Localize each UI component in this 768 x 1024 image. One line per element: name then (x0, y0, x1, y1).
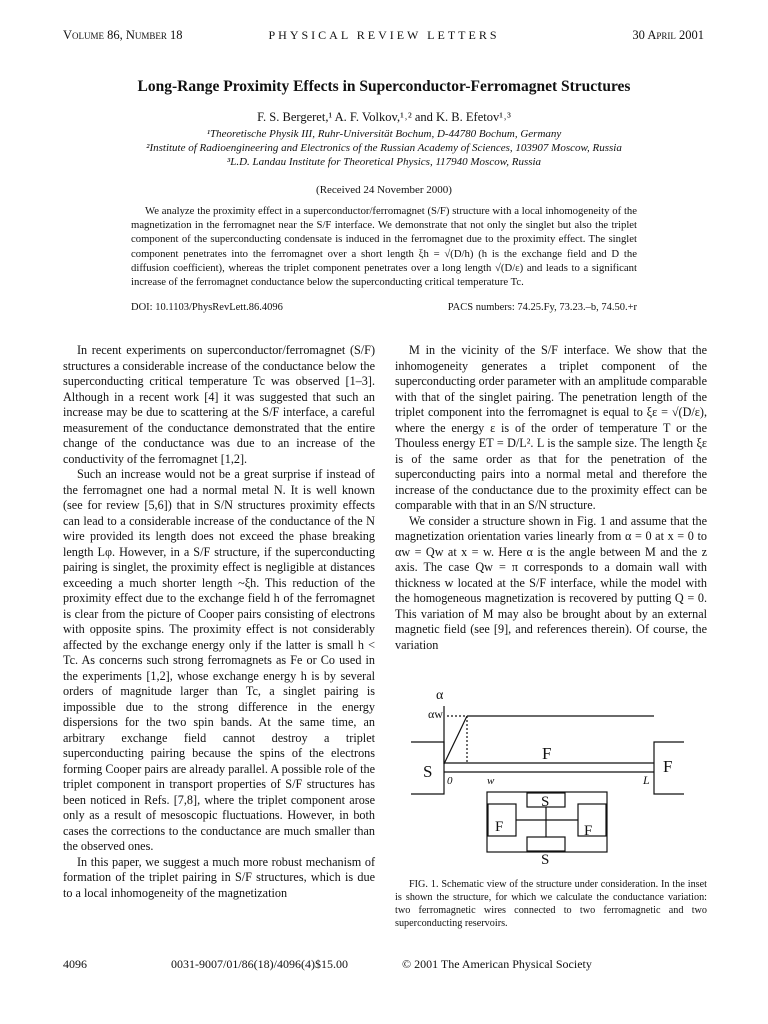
paragraph: We consider a structure shown in Fig. 1 and assume that the magnetization orientation varies linearly from α = 0 at x = 0 to αw = Qw at x = w. Here α is the angle between M and the z axis. The case Qw = π corresponds to a domain wall with thickness w located at the S/F interface, while the model with the homogeneous magnetization is recovered by putting Q = 0. This variation of M may also be brought about by an external magnetic field (see [9], and references therein). Of course, the variation (395, 513, 707, 652)
left-column (63, 343, 375, 901)
header-date: 30 April 2001 (632, 28, 704, 42)
figure-caption: FIG. 1. Schematic view of the structure under consideration. In the inset is shown the structure, for which we calculate the conductance variation: two ferromagnetic wires connected to two ferromagnetic and two superconducting reservoirs. (395, 879, 707, 929)
paragraph: Such an increase would not be a great surprise if instead of the ferromagnet one had a normal metal N. It is well known (see for review [5,6]) that in S/N structures proximity effects can lead to a considerable increase of the conductance of the N wire provided its length does not exceed the phase breaking length Lφ. However, in a S/F structure, if the superconducting pairing is singlet, the proximity effect is negligible at distances exceeding a much shorter length ~ξh. This reduction of the proximity effect due to the exchange field h of the ferromagnet is clear from the picture of Cooper pairs consisting of electrons with opposite spins. The proximity effect is not considerably affected by the exchange energy only if the latter is small h < Tc. As concerns such strong ferromagnets as Fe or Co used in the experiments [1,2], whose exchange energy h is by several orders of magnitude larger than Tc, a singlet pairing is impossible due to the strong difference in the energy dispersions for the two spin bands. At the same time, an arbitrary exchange field cannot destroy a triplet superconducting pairing because the spins of the electrons forming Cooper pairs are already parallel. A possible role of the triplet component in transport properties of S/F structures has been noticed in Refs. [7,8], where the triplet component arose only as a result of mesoscopic fluctuations. However, in both cases the corrections to the conductance are much smaller than the observed ones. (63, 467, 375, 853)
l-label: L (643, 773, 650, 787)
magnetization-ramp (444, 716, 467, 764)
paragraph: In this paper, we suggest a much more robust mechanism of formation of the triplet pairing in S/F structures, which is due to a local inhomogeneity of the magnetization (63, 854, 375, 900)
f-right-label: F (663, 757, 673, 776)
affiliation-1: ¹Theoretische Physik III, Ruhr-Universität Bochum, D-44780 Bochum, Germany (206, 128, 562, 140)
copyright: © 2001 The American Physical Society (402, 957, 592, 971)
paper-title: Long-Range Proximity Effects in Superconductor-Ferromagnet Structures (137, 78, 631, 95)
doi[interactable]: DOI: 10.1103/PhysRevLett.86.4096 (131, 302, 283, 313)
pacs-numbers: PACS numbers: 74.25.Fy, 73.23.–b, 74.50.+r (447, 302, 637, 313)
s-label: S (423, 762, 433, 781)
inset-s-bottom-label: S (541, 852, 550, 866)
paragraph: In recent experiments on superconductor/ferromagnet (S/F) structures a considerable increase of the conductance below the superconducting critical temperature Tc was observed [1–3]. Although in a recent work [4] it was suggested that such an increase may be due to scattering at the S/F interface, a careful measurement of the conductance demonstrated that the entire change of the conductance was due to an increase of the conductivity of the ferromagnet [1,2]. (63, 343, 375, 466)
affiliation-2: ²Institute of Radioengineering and Electronics of the Russian Academy of Sciences, 103907 Moscow, Russia (146, 142, 622, 154)
w-label: w (487, 775, 495, 787)
inset-f-right-label: F (584, 823, 593, 839)
page-number: 4096 (63, 957, 87, 971)
affiliation-3: ³L.D. Landau Institute for Theoretical Physics, 117940 Moscow, Russia (226, 156, 542, 168)
article-code: 0031-9007/01/86(18)/4096(4)$15.00 (171, 957, 348, 971)
received-date: (Received 24 November 2000) (316, 184, 452, 196)
zero-label: 0 (447, 775, 453, 787)
header-journal: PHYSICAL REVIEW LETTERS (268, 28, 500, 42)
header-volume: Volume 86, Number 18 (63, 28, 183, 42)
alpha-label: α (436, 688, 444, 703)
inset-f-left-label: F (495, 819, 504, 835)
abstract: We analyze the proximity effect in a superconductor/ferromagnet (S/F) structure with a local inhomogeneity of the magnetization in the ferromagnet near the S/F interface. We demonstrate that not only the singlet but also the triplet component of the superconducting condensate is induced in the ferromagnet due to the proximity effect. The singlet component penetrates into the ferromagnet over a short length ξh = √(D/h) (h is the exchange field and D the diffusion coefficient), whereas the triplet component penetrates over a long length √(D/ε) and leads to a significant increase of the ferromagnet conductance below the superconducting critical temperature Tc. (131, 205, 637, 289)
alpha-w-label: αw (428, 707, 443, 721)
inset-s-top-label: S (541, 794, 550, 810)
inset-s-bottom (527, 837, 565, 851)
figure-1 (395, 686, 695, 866)
f-label: F (542, 744, 552, 763)
right-column (395, 343, 707, 653)
authors: F. S. Bergeret,¹ A. F. Volkov,¹˒² and K. B. Efetov¹˒³ (257, 110, 511, 124)
paragraph: M in the vicinity of the S/F interface. We show that the inhomogeneity generates a triplet component of the superconducting order parameter with an amplitude comparable with that of the singlet pairing. The penetration length of the triplet component into the ferromagnet is equal to ξε = √(D/ε), where the energy ε is of the order of temperature T or the Thouless energy ET = D/L². L is the sample size. The length ξε is of the same order as that for the penetration of the superconducting pairs into a normal metal and therefore the increase of the conductance due to the proximity effect can be comparable with that in an S/N structure. (395, 343, 708, 512)
